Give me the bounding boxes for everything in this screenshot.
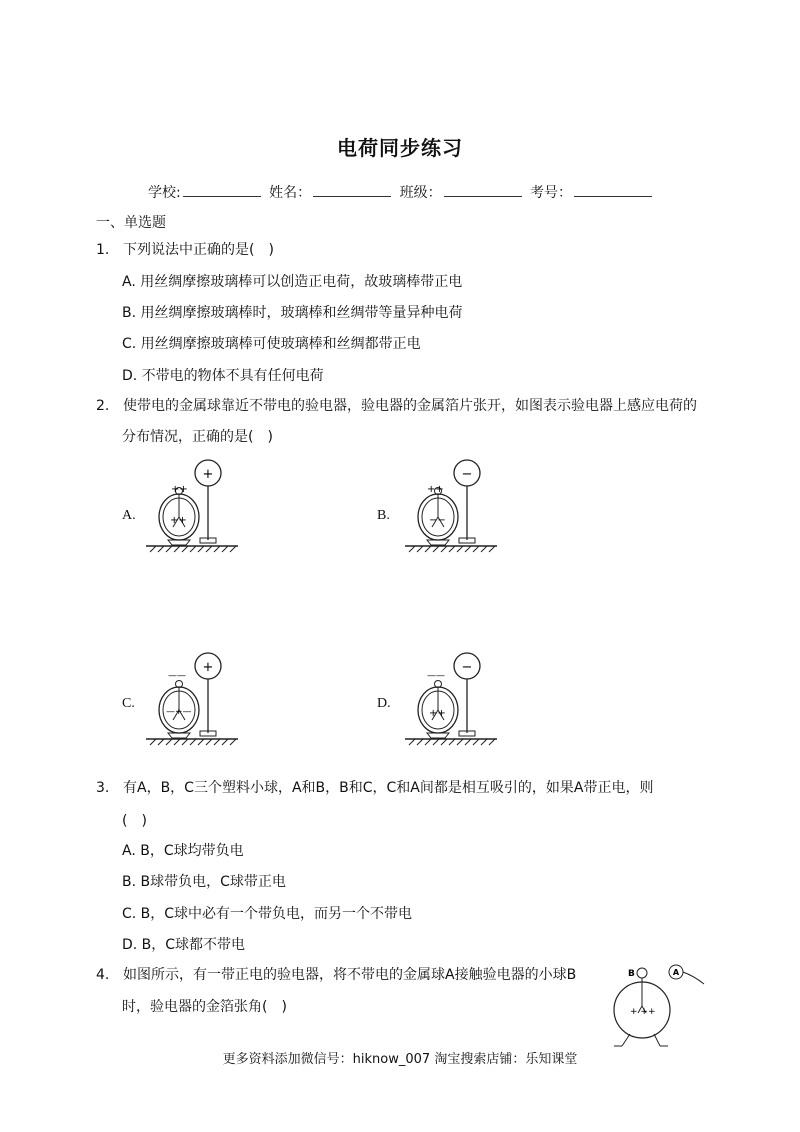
figure-label-a: A.: [122, 508, 136, 523]
q3-option-d: D. B，C球都不带电: [122, 937, 246, 953]
ball-sign: −: [461, 660, 473, 675]
footer-note: 更多资料添加微信号：hiknow_007 淘宝搜索店铺：乐知课堂: [222, 1052, 578, 1067]
question-stem-line1: 使带电的金属球靠近不带电的验电器，验电器的金属箔片张开，如图表示验电器上感应电荷的: [123, 398, 697, 414]
top-signs: ——: [427, 671, 445, 681]
exam-no-label: 考号：: [530, 185, 573, 201]
class-label: 班级：: [399, 185, 442, 201]
electroscope-figure-a: [146, 455, 246, 553]
q1-option-b: B. 用丝绸摩擦玻璃棒时，玻璃棒和丝绸带等量异种电荷: [122, 305, 463, 321]
leaf-signs: −−: [429, 515, 446, 526]
q3-option-a: A. B，C球均带负电: [122, 843, 244, 859]
school-label: 学校:: [147, 185, 181, 201]
question-stem-line2: 分布情况，正确的是( ): [122, 429, 273, 445]
ball-a-label: A: [672, 968, 680, 977]
question-number: 1.: [96, 242, 110, 258]
question-stem: 下列说法中正确的是( ): [123, 242, 274, 258]
top-signs: ++: [171, 484, 188, 495]
electroscope-figure-b: [405, 455, 505, 553]
question-number: 3.: [96, 780, 110, 796]
charged-electroscope-figure: [600, 958, 710, 1050]
ball-sign: −: [461, 467, 473, 482]
question-stem-line1: 如图所示，有一带正电的验电器，将不带电的金属球A接触验电器的小球B: [123, 967, 577, 983]
q3-option-b: B. B球带负电，C球带正电: [122, 874, 286, 890]
name-label: 姓名：: [269, 185, 312, 201]
leaf-signs: —+—: [166, 707, 192, 717]
leaf-signs: ++: [429, 708, 446, 719]
question-stem-line1: 有A，B，C三个塑料小球，A和B，B和C，C和A间都是相互吸引的，如果A带正电，则: [123, 780, 654, 796]
q3-option-c: C. B，C球中必有一个带负电，而另一个不带电: [122, 906, 413, 922]
top-signs: ——: [168, 671, 186, 681]
name-blank[interactable]: [313, 184, 391, 197]
q1-option-c: C. 用丝绸摩擦玻璃棒可使玻璃棒和丝绸都带正电: [122, 336, 421, 352]
electroscope-signs: + ++: [630, 1007, 656, 1017]
section-heading: 一、单选题: [96, 215, 166, 231]
top-signs: ++: [427, 484, 444, 495]
electroscope-figure-c: [146, 648, 246, 746]
ball-b-label: B: [628, 969, 635, 979]
exam-no-blank[interactable]: [574, 184, 652, 197]
figure-label-d: D.: [377, 696, 391, 711]
figure-label-c: C.: [122, 696, 135, 711]
q1-option-d: D. 不带电的物体不具有任何电荷: [122, 368, 324, 384]
figure-label-b: B.: [377, 508, 390, 523]
ball-sign: +: [202, 467, 214, 482]
electroscope-figure-d: [405, 648, 505, 746]
question-number: 4.: [96, 967, 110, 983]
ball-sign: +: [202, 660, 214, 675]
class-blank[interactable]: [444, 184, 522, 197]
question-stem-line2: ( ): [122, 813, 147, 829]
q1-option-a: A. 用丝绸摩擦玻璃棒可以创造正电荷，故玻璃棒带正电: [122, 274, 463, 290]
question-stem-line2: 时，验电器的金箔张角( ): [122, 999, 287, 1015]
page-title: 电荷同步练习: [337, 136, 463, 160]
leaf-signs: ++: [170, 515, 187, 526]
student-info-line: [0, 182, 800, 202]
school-blank[interactable]: [183, 184, 261, 197]
question-number: 2.: [96, 398, 110, 414]
